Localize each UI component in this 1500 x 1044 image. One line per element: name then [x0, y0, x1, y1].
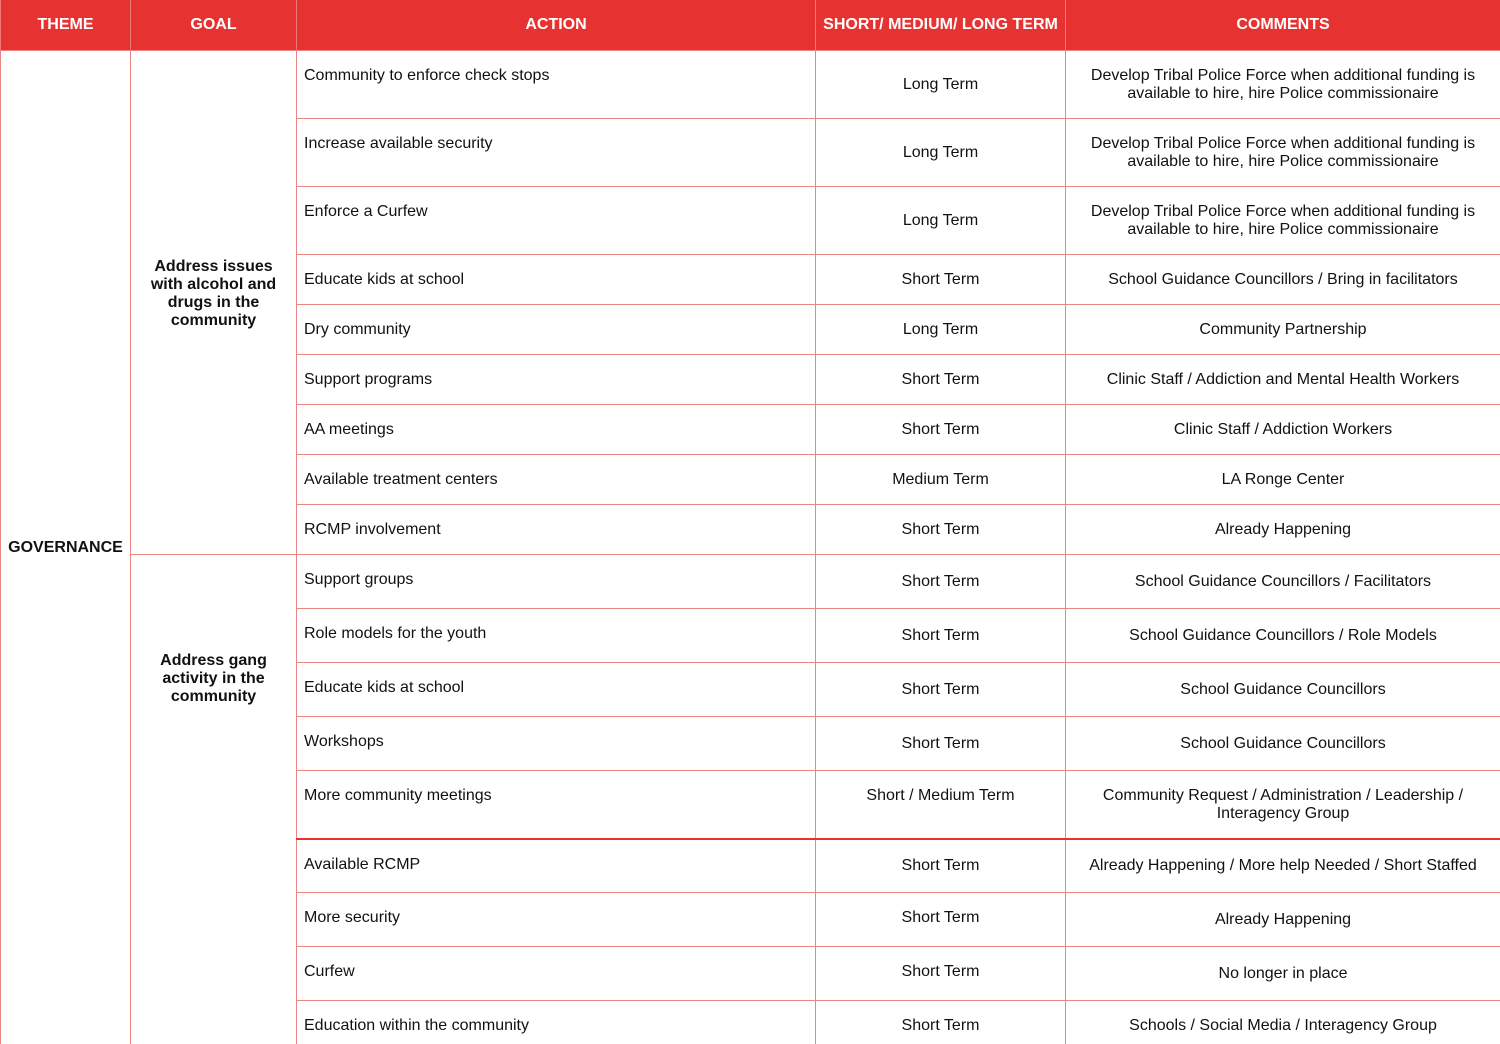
action-cell: Role models for the youth [297, 609, 816, 663]
header-comments: COMMENTS [1066, 0, 1500, 51]
comment-cell: LA Ronge Center [1066, 455, 1500, 505]
action-cell: Education within the community [297, 1001, 816, 1044]
table-row [1, 51, 1500, 119]
comment-cell: Already Happening / More help Needed / Short Staffed [1066, 839, 1500, 893]
term-cell: Long Term [816, 51, 1066, 119]
term-cell: Long Term [816, 305, 1066, 355]
header-action: ACTION [297, 0, 816, 51]
term-cell: Long Term [816, 119, 1066, 187]
table-row [1, 555, 1500, 609]
action-cell: Enforce a Curfew [297, 187, 816, 255]
comment-cell: Already Happening [1066, 893, 1500, 947]
comment-cell: Clinic Staff / Addiction Workers [1066, 405, 1500, 455]
action-cell: Community to enforce check stops [297, 51, 816, 119]
comment-cell: Community Partnership [1066, 305, 1500, 355]
comment-cell: Already Happening [1066, 505, 1500, 555]
term-cell: Short Term [816, 717, 1066, 771]
term-cell: Short Term [816, 609, 1066, 663]
term-cell: Short Term [816, 1001, 1066, 1044]
action-cell: Increase available security [297, 119, 816, 187]
comment-cell: Develop Tribal Police Force when additional funding is available to hire, hire Police commissionaire [1066, 51, 1500, 119]
action-cell: Available treatment centers [297, 455, 816, 505]
term-cell: Short Term [816, 839, 1066, 893]
comment-cell: School Guidance Councillors [1066, 717, 1500, 771]
action-cell: Educate kids at school [297, 663, 816, 717]
comment-cell: Develop Tribal Police Force when additional funding is available to hire, hire Police commissionaire [1066, 187, 1500, 255]
term-cell: Short Term [816, 947, 1066, 1001]
action-cell: More security [297, 893, 816, 947]
action-cell: More community meetings [297, 771, 816, 839]
comment-cell: Clinic Staff / Addiction and Mental Health Workers [1066, 355, 1500, 405]
comment-cell: School Guidance Councillors / Facilitators [1066, 555, 1500, 609]
term-cell: Short Term [816, 255, 1066, 305]
term-cell: Short Term [816, 355, 1066, 405]
action-cell: Educate kids at school [297, 255, 816, 305]
comment-cell: No longer in place [1066, 947, 1500, 1001]
action-cell: AA meetings [297, 405, 816, 455]
action-cell: Curfew [297, 947, 816, 1001]
term-cell: Short Term [816, 893, 1066, 947]
term-cell: Short Term [816, 663, 1066, 717]
header-row [1, 0, 1500, 51]
goal-cell: Address issues with alcohol and drugs in the community [131, 51, 297, 555]
action-cell: Workshops [297, 717, 816, 771]
goal-cell: Address gang activity in the community [131, 555, 297, 1044]
term-cell: Short / Medium Term [816, 771, 1066, 839]
theme-cell: GOVERNANCE [1, 51, 131, 1044]
term-cell: Long Term [816, 187, 1066, 255]
action-cell: RCMP involvement [297, 505, 816, 555]
header-theme: THEME [1, 0, 131, 51]
term-cell: Short Term [816, 405, 1066, 455]
comment-cell: Develop Tribal Police Force when additional funding is available to hire, hire Police commissionaire [1066, 119, 1500, 187]
action-cell: Support programs [297, 355, 816, 405]
action-cell: Dry community [297, 305, 816, 355]
header-term: SHORT/ MEDIUM/ LONG TERM [816, 0, 1066, 51]
action-cell: Support groups [297, 555, 816, 609]
term-cell: Short Term [816, 505, 1066, 555]
comment-cell: School Guidance Councillors [1066, 663, 1500, 717]
term-cell: Medium Term [816, 455, 1066, 505]
comment-cell: School Guidance Councillors / Bring in facilitators [1066, 255, 1500, 305]
term-cell: Short Term [816, 555, 1066, 609]
comment-cell: School Guidance Councillors / Role Models [1066, 609, 1500, 663]
action-cell: Available RCMP [297, 839, 816, 893]
header-goal: GOAL [131, 0, 297, 51]
comment-cell: Community Request / Administration / Leadership / Interagency Group [1066, 771, 1500, 839]
comment-cell: Schools / Social Media / Interagency Group [1066, 1001, 1500, 1044]
